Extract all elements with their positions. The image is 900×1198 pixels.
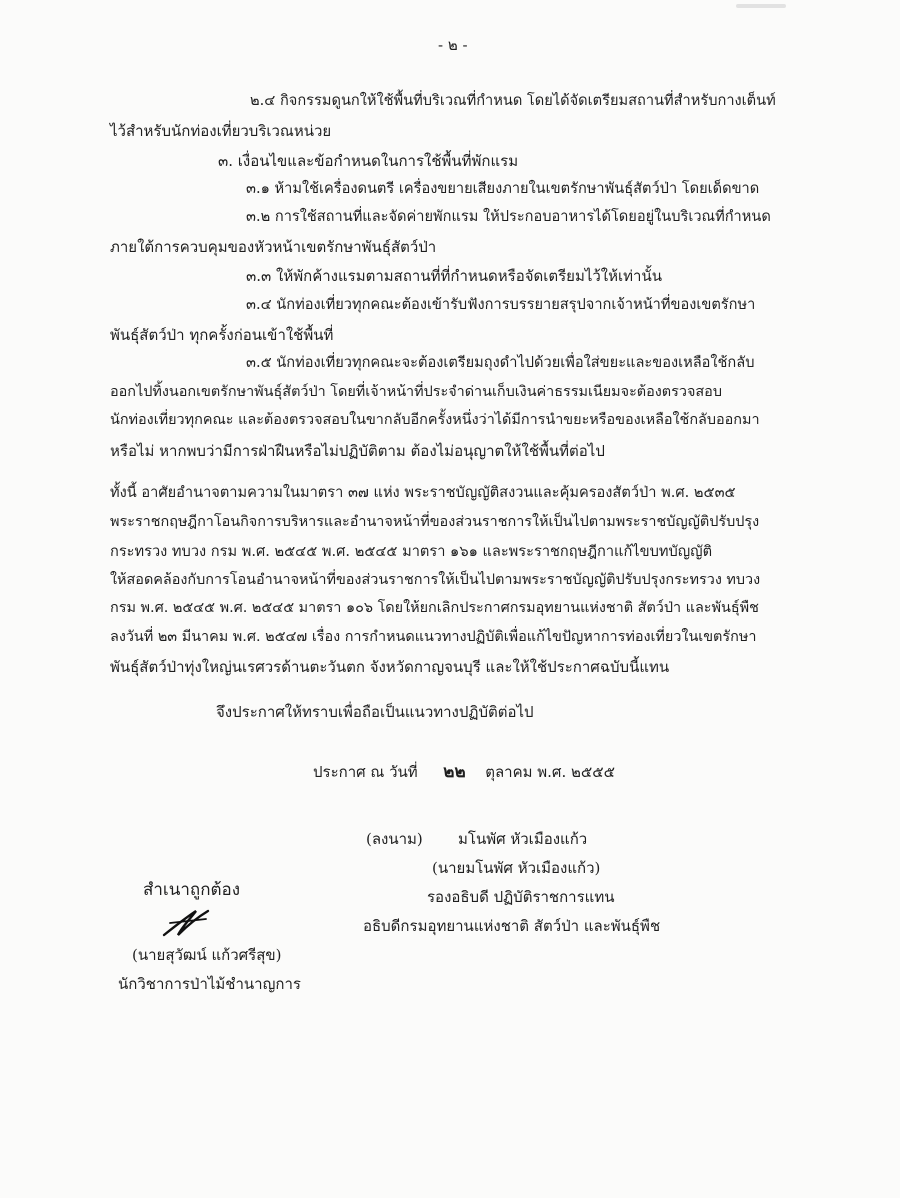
copy-certifier-position: นักวิชาการป่าไม้ชำนาญการ (118, 975, 301, 993)
item-3-3: ๓.๓ ให้พักค้างแรมตามสถานที่ที่กำหนดหรือจัดเตรียมไว้ให้เท่านั้น (246, 267, 662, 285)
item-3-5-line-2: ออกไปทิ้งนอกเขตรักษาพันธุ์สัตว์ป่า โดยที่เจ้าหน้าที่ประจำด่านเก็บเงินค่าธรรมเนียมจะต้องตรวจสอบ (110, 384, 722, 400)
authority-line-7: พันธุ์สัตว์ป่าทุ่งใหญ่นเรศวรด้านตะวันตก จังหวัดกาญจนบุรี และให้ใช้ประกาศฉบับนี้แทน (110, 658, 670, 676)
authority-line-6: ลงวันที่ ๒๓ มีนาคม พ.ศ. ๒๕๔๗ เรื่อง การกำหนดแนวทางปฏิบัติเพื่อแก้ไขปัญหาการท่องเที่ยวในเขตรักษา (110, 629, 757, 645)
item-2-4-line-2: ไว้สำหรับนักท่องเที่ยวบริเวณหน่วย (110, 122, 332, 140)
copy-certified-title: สำเนาถูกต้อง (143, 880, 241, 900)
date-month-year: ตุลาคม พ.ศ. ๒๕๕๕ (485, 763, 615, 781)
section-3-heading: ๓. เงื่อนไขและข้อกำหนดในการใช้พื้นที่พักแรม (218, 152, 519, 170)
authority-line-5: กรม พ.ศ. ๒๕๔๕ พ.ศ. ๒๕๔๕ มาตรา ๑๐๖ โดยให้ยกเลิกประกาศกรมอุทยานแห่งชาติ สัตว์ป่า และพันธุ์พืช (110, 600, 759, 616)
authority-line-1: ทั้งนี้ อาศัยอำนาจตามความในมาตรา ๓๗ แห่ง พระราชบัญญัติสงวนและคุ้มครองสัตว์ป่า พ.ศ. ๒๕๓๕ (110, 484, 736, 501)
item-3-5-line-3: นักท่องเที่ยวทุกคณะ และต้องตรวจสอบในขากลับอีกครั้งหนึ่งว่าได้มีการนำขยะหรือของเหลือใช้กลับออกมา (110, 412, 760, 428)
copy-certifier-name: (นายสุวัฒน์ แก้วศรีสุข) (132, 946, 282, 964)
authority-line-4: ให้สอดคล้องกับการโอนอำนาจหน้าที่ของส่วนราชการให้เป็นไปตามพระราชบัญญัติปรับปรุงกระทรวง ทบวง (110, 572, 761, 588)
scan-smudge (736, 4, 786, 8)
signer-position-1: รองอธิบดี ปฏิบัติราชการแทน (427, 888, 615, 906)
authority-line-2: พระราชกฤษฎีกาโอนกิจการบริหารและอำนาจหน้าที่ของส่วนราชการให้เป็นไปตามพระราชบัญญัติปรับปรุง (110, 514, 760, 530)
date-prefix: ประกาศ ณ วันที่ (313, 763, 418, 781)
item-3-5-line-1: ๓.๕ นักท่องเที่ยวทุกคณะจะต้องเตรียมถุงดำไปด้วยเพื่อใส่ขยะและของเหลือใช้กลับ (246, 354, 755, 371)
date-line (313, 762, 615, 782)
item-2-4-line-1: ๒.๔ กิจกรรมดูนกให้ใช้พื้นที่บริเวณที่กำหนด โดยได้จัดเตรียมสถานที่สำหรับกางเต็นท์ (250, 92, 776, 109)
announcement-line: จึงประกาศให้ทราบเพื่อถือเป็นแนวทางปฏิบัติต่อไป (216, 703, 534, 721)
item-3-5-line-4: หรือไม่ หากพบว่ามีการฝ่าฝืนหรือไม่ปฏิบัติตาม ต้องไม่อนุญาตให้ใช้พื้นที่ต่อไป (110, 442, 605, 460)
page-number: - ๒ - (438, 36, 468, 54)
item-3-4-line-1: ๓.๔ นักท่องเที่ยวทุกคณะต้องเข้ารับฟังการบรรยายสรุปจากเจ้าหน้าที่ของเขตรักษา (246, 296, 756, 313)
signer-full-name: (นายมโนพัศ หัวเมืองแก้ว) (432, 859, 601, 877)
authority-line-3: กระทรวง ทบวง กรม พ.ศ. ๒๕๔๕ พ.ศ. ๒๕๔๕ มาตรา ๑๖๑ และพระราชกฤษฎีกาแก้ไขบทบัญญัติ (110, 543, 713, 560)
item-3-1: ๓.๑ ห้ามใช้เครื่องดนตรี เครื่องขยายเสียงภายในเขตรักษาพันธุ์สัตว์ป่า โดยเด็ดขาด (246, 180, 760, 197)
signed-label: (ลงนาม) (366, 830, 423, 848)
item-3-2-line-2: ภายใต้การควบคุมของหัวหน้าเขตรักษาพันธุ์สัตว์ป่า (110, 238, 437, 256)
signer-position-2: อธิบดีกรมอุทยานแห่งชาติ สัตว์ป่า และพันธุ์พืช (363, 917, 661, 935)
handwritten-signature (160, 905, 212, 939)
date-day: ๒๒ (443, 762, 466, 782)
item-3-4-line-2: พันธุ์สัตว์ป่า ทุกครั้งก่อนเข้าใช้พื้นที่ (110, 326, 334, 344)
signed-name: มโนพัศ หัวเมืองแก้ว (458, 830, 588, 848)
item-3-2-line-1: ๓.๒ การใช้สถานที่และจัดค่ายพักแรม ให้ประกอบอาหารได้โดยอยู่ในบริเวณที่กำหนด (246, 208, 771, 225)
